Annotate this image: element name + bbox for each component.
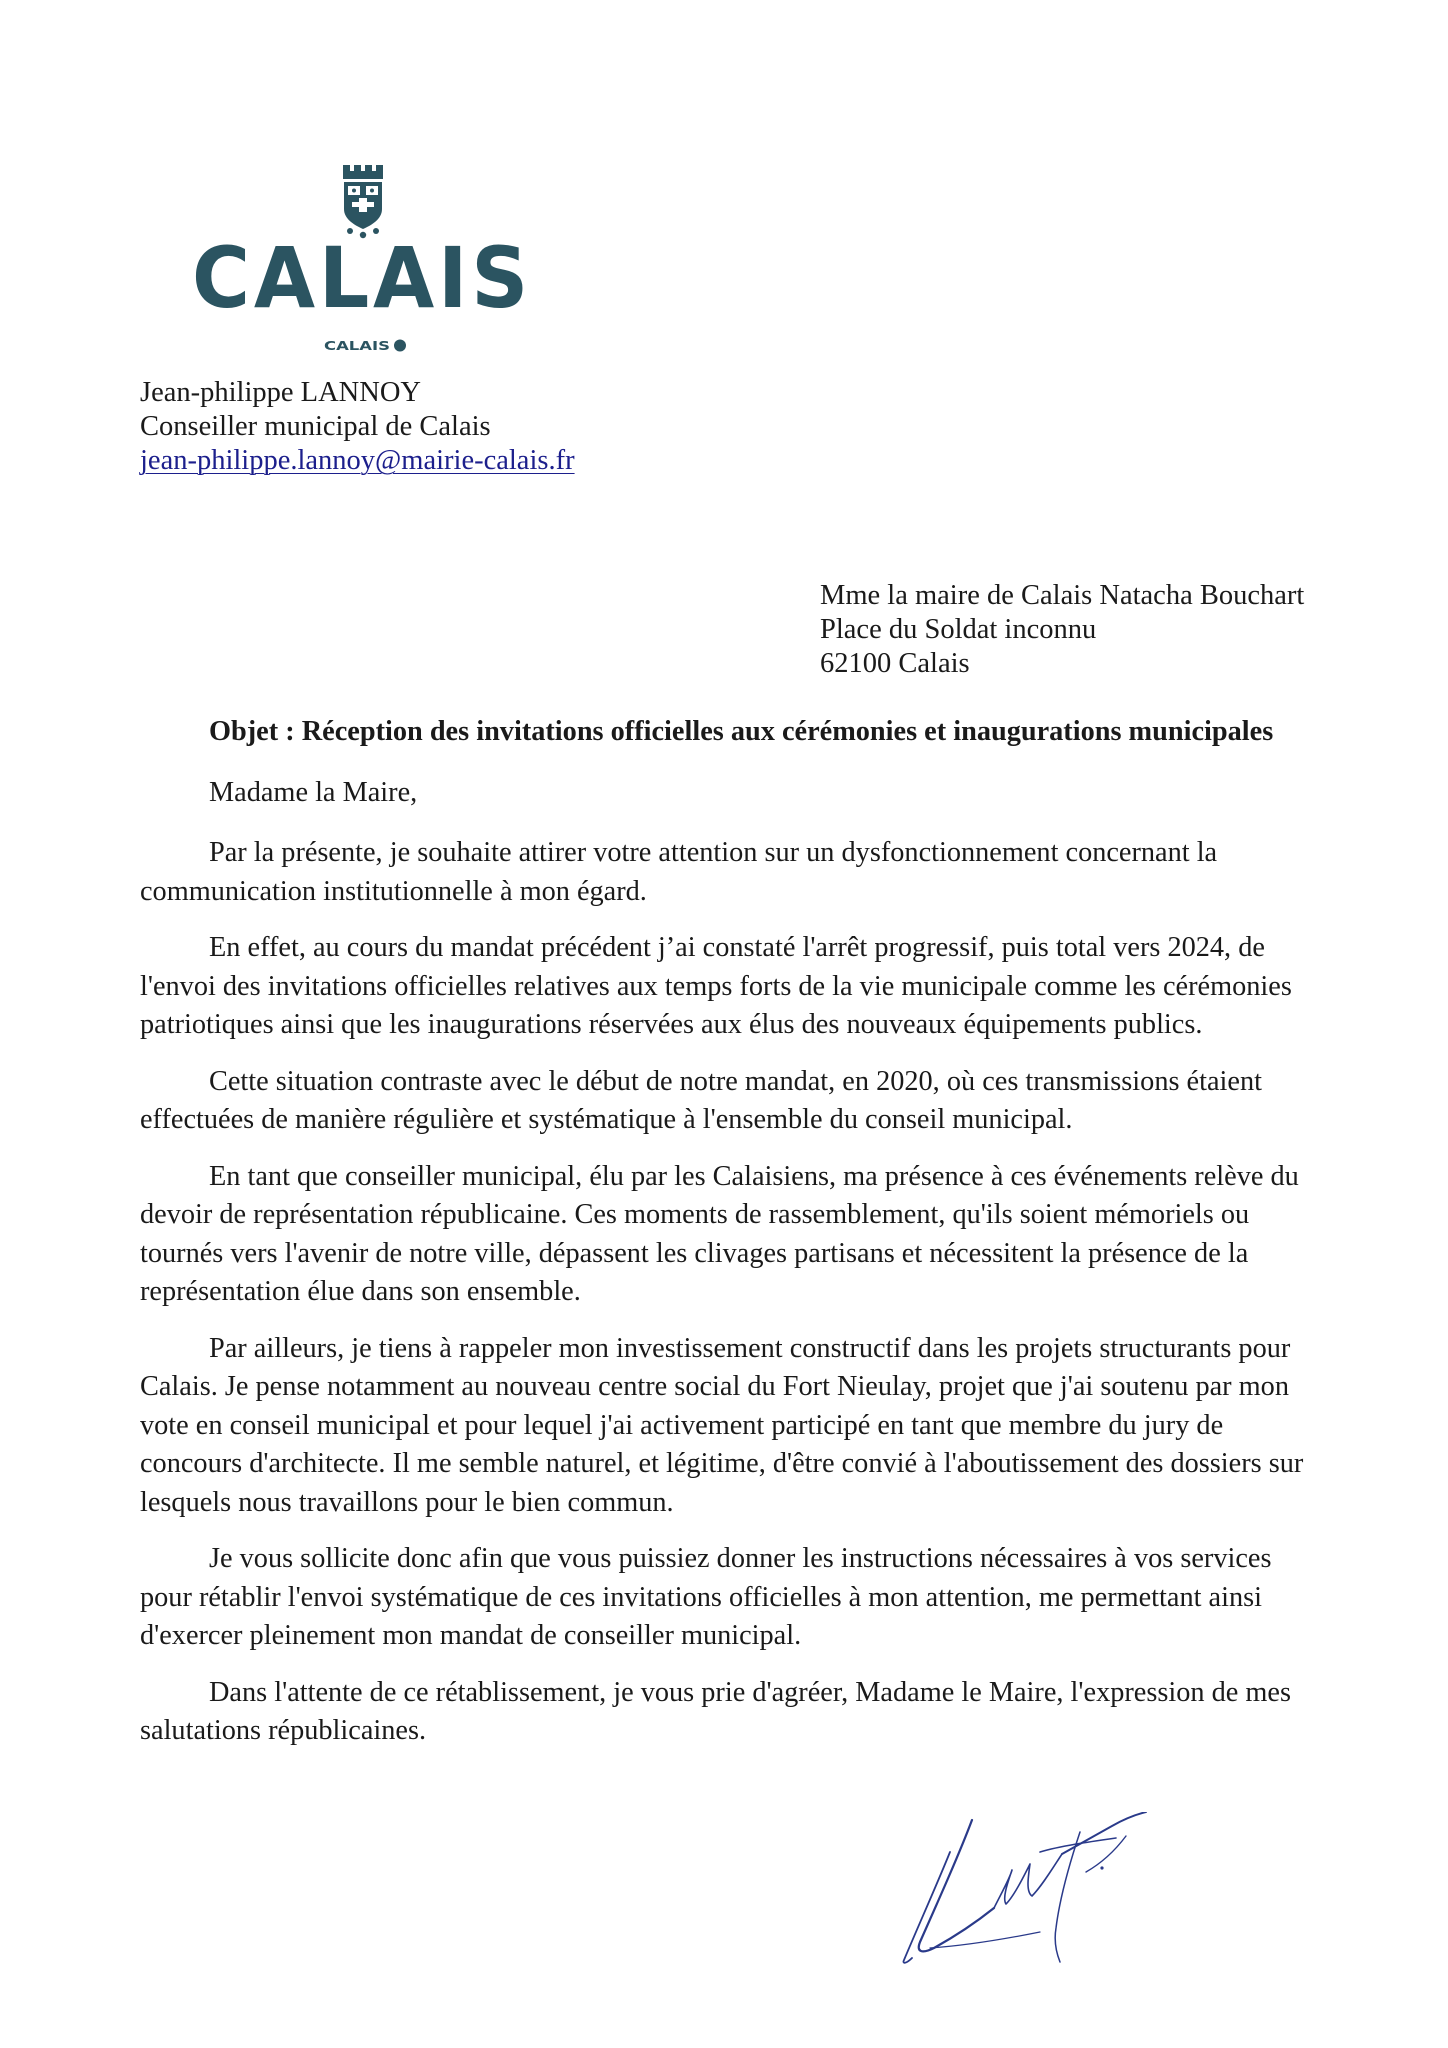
calais-small-mark <box>324 337 414 353</box>
recipient-block <box>820 579 1304 681</box>
svg-text:CALAIS: CALAIS <box>192 237 532 317</box>
paragraph: En effet, au cours du mandat précédent j’ai constaté l'arrêt progressif, puis total vers 2024, de l'envoi des invitations officielles relatives aux temps forts de la vie municipale comme les cérémonies patriotiques ainsi que les inaugurations réservées aux élus des nouveaux équipements publics. <box>140 932 1292 1040</box>
letter-body <box>140 713 1318 1769</box>
calais-logo <box>190 165 535 360</box>
paragraph: Par ailleurs, je tiens à rappeler mon investissement constructif dans les projets structurants pour Calais. Je pense notamment au nouveau centre social du Fort Nieulay, projet que j'ai soutenu par mon vote en conseil municipal et pour lequel j'ai activement participé en tant que membre du jury de concours d'architecte. Il me semble naturel, et légitime, d'être convié à l'aboutissement des dossiers sur lesquels nous travaillons pour le bien commun. <box>140 1332 1304 1518</box>
recipient-line-name: Mme la maire de Calais Natacha Bouchart <box>820 580 1305 611</box>
svg-text:CALAIS: CALAIS <box>324 339 390 353</box>
sender-title: Conseiller municipal de Calais <box>140 411 491 442</box>
recipient-line-city: 62100 Calais <box>820 648 970 679</box>
sender-email-link[interactable]: jean-philippe.lannoy@mairie-calais.fr <box>140 445 575 476</box>
calais-wordmark <box>190 237 535 317</box>
handwritten-signature <box>890 1812 1180 1972</box>
paragraph: En tant que conseiller municipal, élu par les Calaisiens, ma présence à ces événements relève du devoir de représentation républicaine. Ces moments de rassemblement, qu'ils soient mémoriels ou tournés vers l'avenir de notre ville, dépassent les clivages partisans et nécessitent la présence de la représentation élue dans son ensemble. <box>140 1160 1299 1307</box>
letter-subject: Objet : Réception des invitations officielles aux cérémonies et inaugurations municipales <box>209 716 1274 747</box>
paragraph: Je vous sollicite donc afin que vous puissiez donner les instructions nécessaires à vos services pour rétablir l'envoi systématique de ces invitations officielles à mon attention, me permettant ainsi d'exercer pleinement mon mandat de conseiller municipal. <box>140 1543 1272 1651</box>
paragraph: Par la présente, je souhaite attirer votre attention sur un dysfonctionnement concernant la communication institutionnelle à mon égard. <box>140 837 1218 907</box>
city-crest-icon <box>340 165 386 239</box>
sender-block <box>140 376 575 478</box>
recipient-line-street: Place du Soldat inconnu <box>820 614 1097 645</box>
paragraph: Cette situation contraste avec le début de notre mandat, en 2020, où ces transmissions étaient effectuées de manière régulière et systématique à l'ensemble du conseil municipal. <box>140 1065 1262 1135</box>
letter-salutation: Madame la Maire, <box>209 776 418 808</box>
paragraph: Dans l'attente de ce rétablissement, je vous prie d'agréer, Madame le Maire, l'expression de mes salutations républicaines. <box>140 1676 1291 1746</box>
sender-name: Jean-philippe LANNOY <box>140 377 421 408</box>
